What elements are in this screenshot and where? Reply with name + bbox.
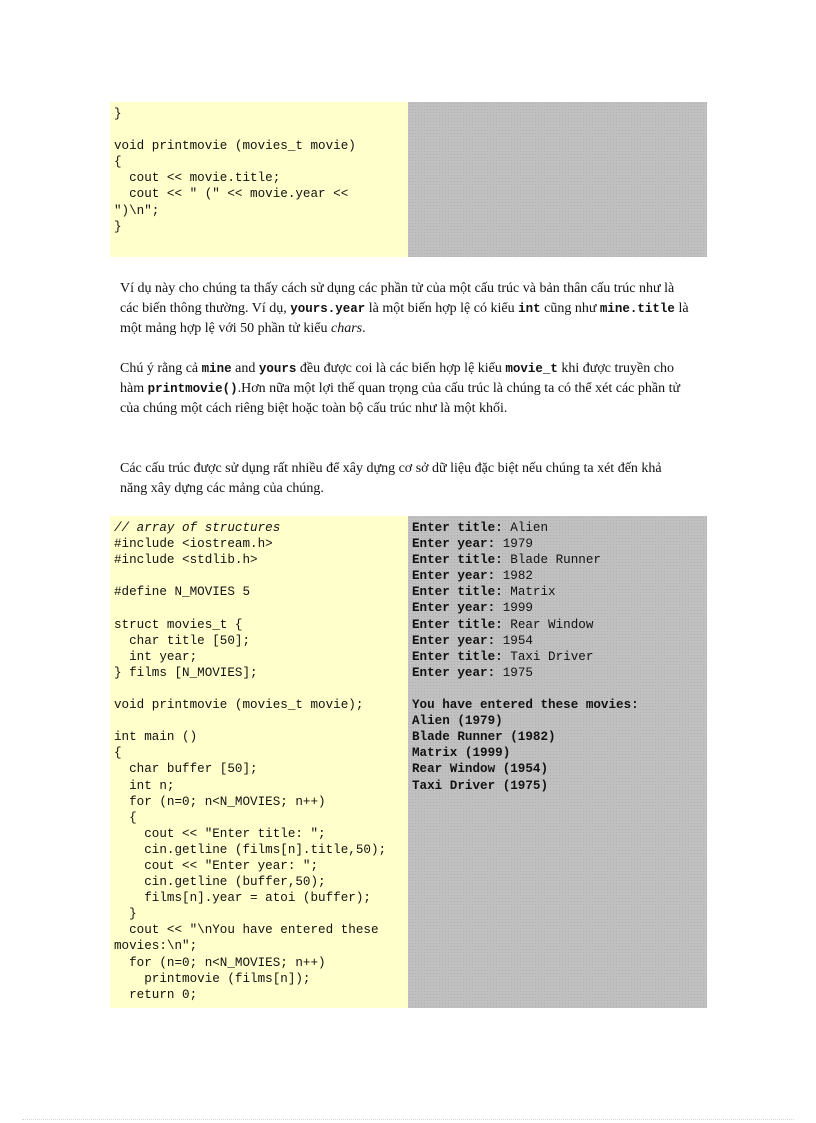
output-line xyxy=(412,536,707,552)
code-line: { xyxy=(114,810,137,825)
page-bottom-divider xyxy=(22,1119,794,1120)
inline-code: yours.year xyxy=(290,302,366,316)
output-panel-2 xyxy=(408,516,707,1008)
code-line xyxy=(114,681,408,697)
code-line: int n; xyxy=(114,778,175,793)
code-line: for (n=0; n<N_MOVIES; n++) xyxy=(114,955,326,970)
output-movie: Matrix (1999) xyxy=(412,746,511,761)
code-line: cin.getline (buffer,50); xyxy=(114,875,326,890)
code-line: { xyxy=(114,155,122,170)
paragraph-2 xyxy=(120,359,690,419)
output-value: 1982 xyxy=(495,569,533,584)
output-panel-1 xyxy=(408,102,707,257)
inline-code: int xyxy=(518,302,541,316)
output-prompt: Enter year: xyxy=(412,665,496,680)
inline-code: printmovie() xyxy=(147,382,238,396)
italic-text: chars xyxy=(330,321,363,336)
text-run: Ví dụ này cho chúng ta thấy cách sử dụng các phần tử của một cấu trúc và bản thân cấu trúc như là các biến thông thường. Ví dụ, xyxy=(120,281,675,316)
paragraph-3 xyxy=(120,459,690,499)
code-example-1 xyxy=(110,102,707,257)
output-line xyxy=(412,713,707,729)
code-line xyxy=(114,568,408,584)
output-line xyxy=(412,552,707,568)
output-line xyxy=(412,617,707,633)
text-run: and xyxy=(231,361,259,376)
text-run: là một biến hợp lệ có kiểu xyxy=(365,301,519,316)
output-prompt: Enter title: xyxy=(412,649,503,664)
text-run: .Hơn nữa một lợi thế quan trọng của cấu trúc là chúng ta có thể xét các phần tử của chúng một cách riêng biệt hoặc toàn bộ cấu trúc như là một khối. xyxy=(120,381,681,416)
output-value: 1975 xyxy=(495,665,533,680)
output-prompt: Enter year: xyxy=(412,601,496,616)
output-line xyxy=(412,681,707,697)
code-line: ")\n"; xyxy=(114,203,160,218)
output-line xyxy=(412,745,707,761)
output-movie: Blade Runner (1982) xyxy=(412,730,556,745)
output-movie: Taxi Driver (1975) xyxy=(412,778,549,793)
output-line xyxy=(412,633,707,649)
output-prompt: Enter year: xyxy=(412,569,496,584)
output-value: Rear Window xyxy=(502,617,594,632)
code-line: char title [50]; xyxy=(114,633,251,648)
output-movie: Rear Window (1954) xyxy=(412,762,549,777)
text-run: là một mảng hợp lệ với 50 phần tử kiểu xyxy=(120,301,689,336)
code-example-2 xyxy=(110,516,707,1008)
code-line: for (n=0; n<N_MOVIES; n++) xyxy=(114,794,326,809)
text-run: cũng như xyxy=(540,301,600,316)
output-value: 1999 xyxy=(495,601,533,616)
code-line: } xyxy=(114,907,137,922)
code-line: int year; xyxy=(114,649,198,664)
output-heading: You have entered these movies: xyxy=(412,698,639,713)
output-value: 1954 xyxy=(495,633,533,648)
output-value: Matrix xyxy=(502,585,556,600)
code-line: cout << "Enter title: "; xyxy=(114,826,326,841)
code-line: char buffer [50]; xyxy=(114,762,258,777)
output-line xyxy=(412,568,707,584)
code-line: { xyxy=(114,746,122,761)
output-value: Alien xyxy=(502,521,549,535)
text-run: Các cấu trúc được sử dụng rất nhiều để xây dựng cơ sở dữ liệu đặc biệt nếu chúng ta xét đến khả năng xây dựng các mảng của chúng. xyxy=(120,461,662,496)
code-line: cout << "Enter year: "; xyxy=(114,858,319,873)
output-prompt: Enter title: xyxy=(412,617,503,632)
code-line: cout << "\nYou have entered these xyxy=(114,923,379,938)
code-line: } films [N_MOVIES]; xyxy=(114,665,258,680)
output-line xyxy=(412,600,707,616)
output-value: Blade Runner xyxy=(502,553,601,568)
output-value: 1979 xyxy=(495,537,533,552)
code-comment: // array of structures xyxy=(114,521,281,535)
code-listing-1 xyxy=(110,102,408,257)
code-line xyxy=(114,600,408,616)
inline-code: mine xyxy=(201,362,232,376)
code-line: movies:\n"; xyxy=(114,939,198,954)
inline-code: movie_t xyxy=(505,362,558,376)
output-line xyxy=(412,697,707,713)
code-line: cout << " (" << movie.year << xyxy=(114,187,349,202)
code-line: #include <stdlib.h> xyxy=(114,553,258,568)
output-line xyxy=(412,649,707,665)
output-prompt: Enter title: xyxy=(412,521,503,535)
code-line: cout << movie.title; xyxy=(114,171,281,186)
code-line: } xyxy=(114,107,122,121)
output-line xyxy=(412,520,707,536)
output-movie: Alien (1979) xyxy=(412,714,503,729)
code-line: } xyxy=(114,219,122,234)
text-run: đều được coi là các biến hợp lệ kiểu xyxy=(296,361,506,376)
output-line xyxy=(412,778,707,794)
paragraph-1 xyxy=(120,279,690,339)
code-line xyxy=(114,122,408,138)
code-line: printmovie (films[n]); xyxy=(114,971,311,986)
text-run: Chú ý rằng cả xyxy=(120,361,202,376)
inline-code: mine.title xyxy=(599,302,675,316)
output-prompt: Enter title: xyxy=(412,553,503,568)
output-line xyxy=(412,665,707,681)
text-run: khi được truyền cho hàm xyxy=(120,361,674,396)
code-line: return 0; xyxy=(114,987,198,1002)
code-line: films[n].year = atoi (buffer); xyxy=(114,891,371,906)
output-prompt: Enter title: xyxy=(412,585,503,600)
output-line xyxy=(412,584,707,600)
code-line: cin.getline (films[n].title,50); xyxy=(114,842,387,857)
output-prompt: Enter year: xyxy=(412,633,496,648)
text-run: . xyxy=(362,321,366,336)
inline-code: yours xyxy=(258,362,297,376)
code-line: #define N_MOVIES 5 xyxy=(114,585,251,600)
code-line: void printmovie (movies_t movie); xyxy=(114,698,364,713)
code-line: int main () xyxy=(114,730,198,745)
code-line: #include <iostream.h> xyxy=(114,537,273,552)
code-line xyxy=(114,713,408,729)
output-value: Taxi Driver xyxy=(502,649,594,664)
output-line xyxy=(412,761,707,777)
code-line: struct movies_t { xyxy=(114,617,243,632)
output-line xyxy=(412,729,707,745)
code-line: void printmovie (movies_t movie) xyxy=(114,139,356,154)
output-prompt: Enter year: xyxy=(412,537,496,552)
code-listing-2 xyxy=(110,516,408,1008)
